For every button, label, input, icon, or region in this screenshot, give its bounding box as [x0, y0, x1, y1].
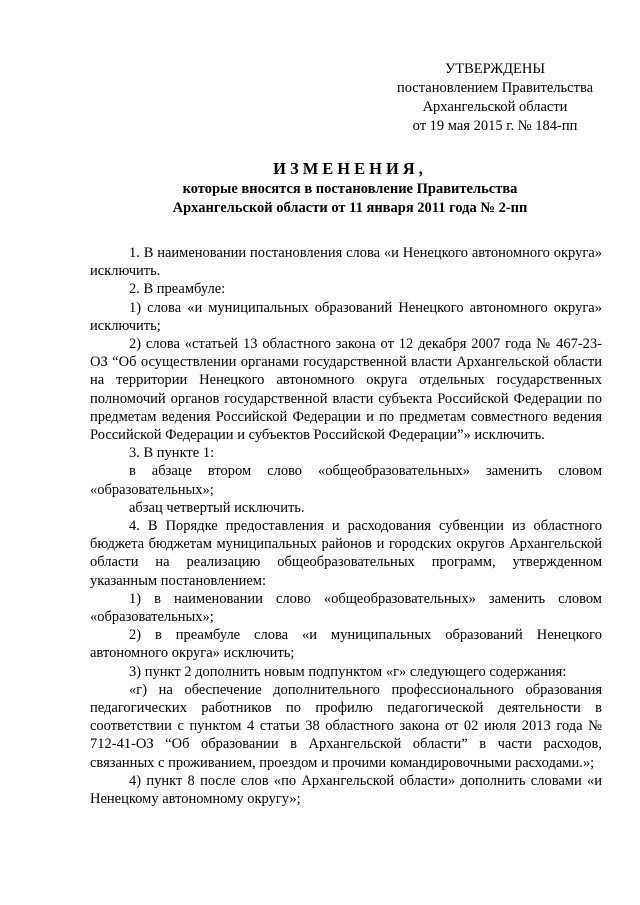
- paragraph: в абзаце втором слово «общеобразовательных» заменить словом «образовательных»;: [90, 463, 602, 498]
- document-title: [90, 158, 610, 218]
- paragraph: 4. В Порядке предоставления и расходования субвенции из областного бюджета бюджетам муниципальных районов и городских округов Архангельской области на реализацию общеобразовательных программ, утвержденном указанным постановлением:: [90, 518, 602, 589]
- approval-line: постановлением Правительства: [396, 80, 594, 96]
- paragraph: 1) слова «и муниципальных образований Ненецкого автономного округа» исключить;: [90, 299, 602, 334]
- approval-date: от 19 мая 2015 г. № 184-пп: [412, 118, 578, 134]
- approval-heading: УТВЕРЖДЕНЫ: [444, 61, 546, 77]
- paragraph: 2. В преамбуле:: [129, 281, 226, 298]
- title-main: ИЗМЕНЕНИЯ,: [273, 159, 427, 178]
- paragraph: 1) в наименовании слово «общеобразовательных» заменить словом «образовательных»;: [90, 590, 602, 626]
- document-body: [90, 244, 602, 808]
- paragraph: 2) в преамбуле слова «и муниципальных образований Ненецкого автономного округа» исключить;: [90, 627, 602, 662]
- approval-line: Архангельской области: [422, 99, 568, 115]
- paragraph: 3. В пункте 1:: [129, 445, 215, 462]
- title-subtitle: Архангельской области от 11 января 2011 года № 2-пп: [172, 200, 528, 216]
- title-subtitle: которые вносятся в постановление Правительства: [182, 181, 518, 197]
- paragraph: 3) пункт 2 дополнить новым подпунктом «г» следующего содержания:: [129, 663, 567, 680]
- paragraph: 4) пункт 8 после слов «по Архангельской области» дополнить словами «и Ненецкому автономному округу»;: [90, 772, 602, 808]
- paragraph: 2) слова «статьей 13 областного закона от 12 декабря 2007 года № 467-23-ОЗ “Об осуществлении органами государственной власти Архангельской области на территории Ненецкого автономного округа отдельных государственных полномочий органов государственной власти субъекта Российской Федерации по предметам ведения Российской Федерации и по предметам совместного ведения Российской Федерации и субъектов Российской Федерации”» исключить.: [90, 336, 602, 444]
- paragraph: «г) на обеспечение дополнительного профессионального образования педагогических работников по профилю педагогической деятельности в соответствии с пунктом 4 статьи 38 областного закона от 02 июля 2013 года № 712-41-ОЗ “Об образовании в Архангельской области” в части расходов, связанных с проживанием, проездом и прочими командировочными расходами.»;: [90, 681, 602, 771]
- paragraph: абзац четвертый исключить.: [129, 499, 305, 516]
- approval-stamp: [380, 60, 610, 136]
- paragraph: 1. В наименовании постановления слова «и Ненецкого автономного округа» исключить.: [90, 245, 602, 280]
